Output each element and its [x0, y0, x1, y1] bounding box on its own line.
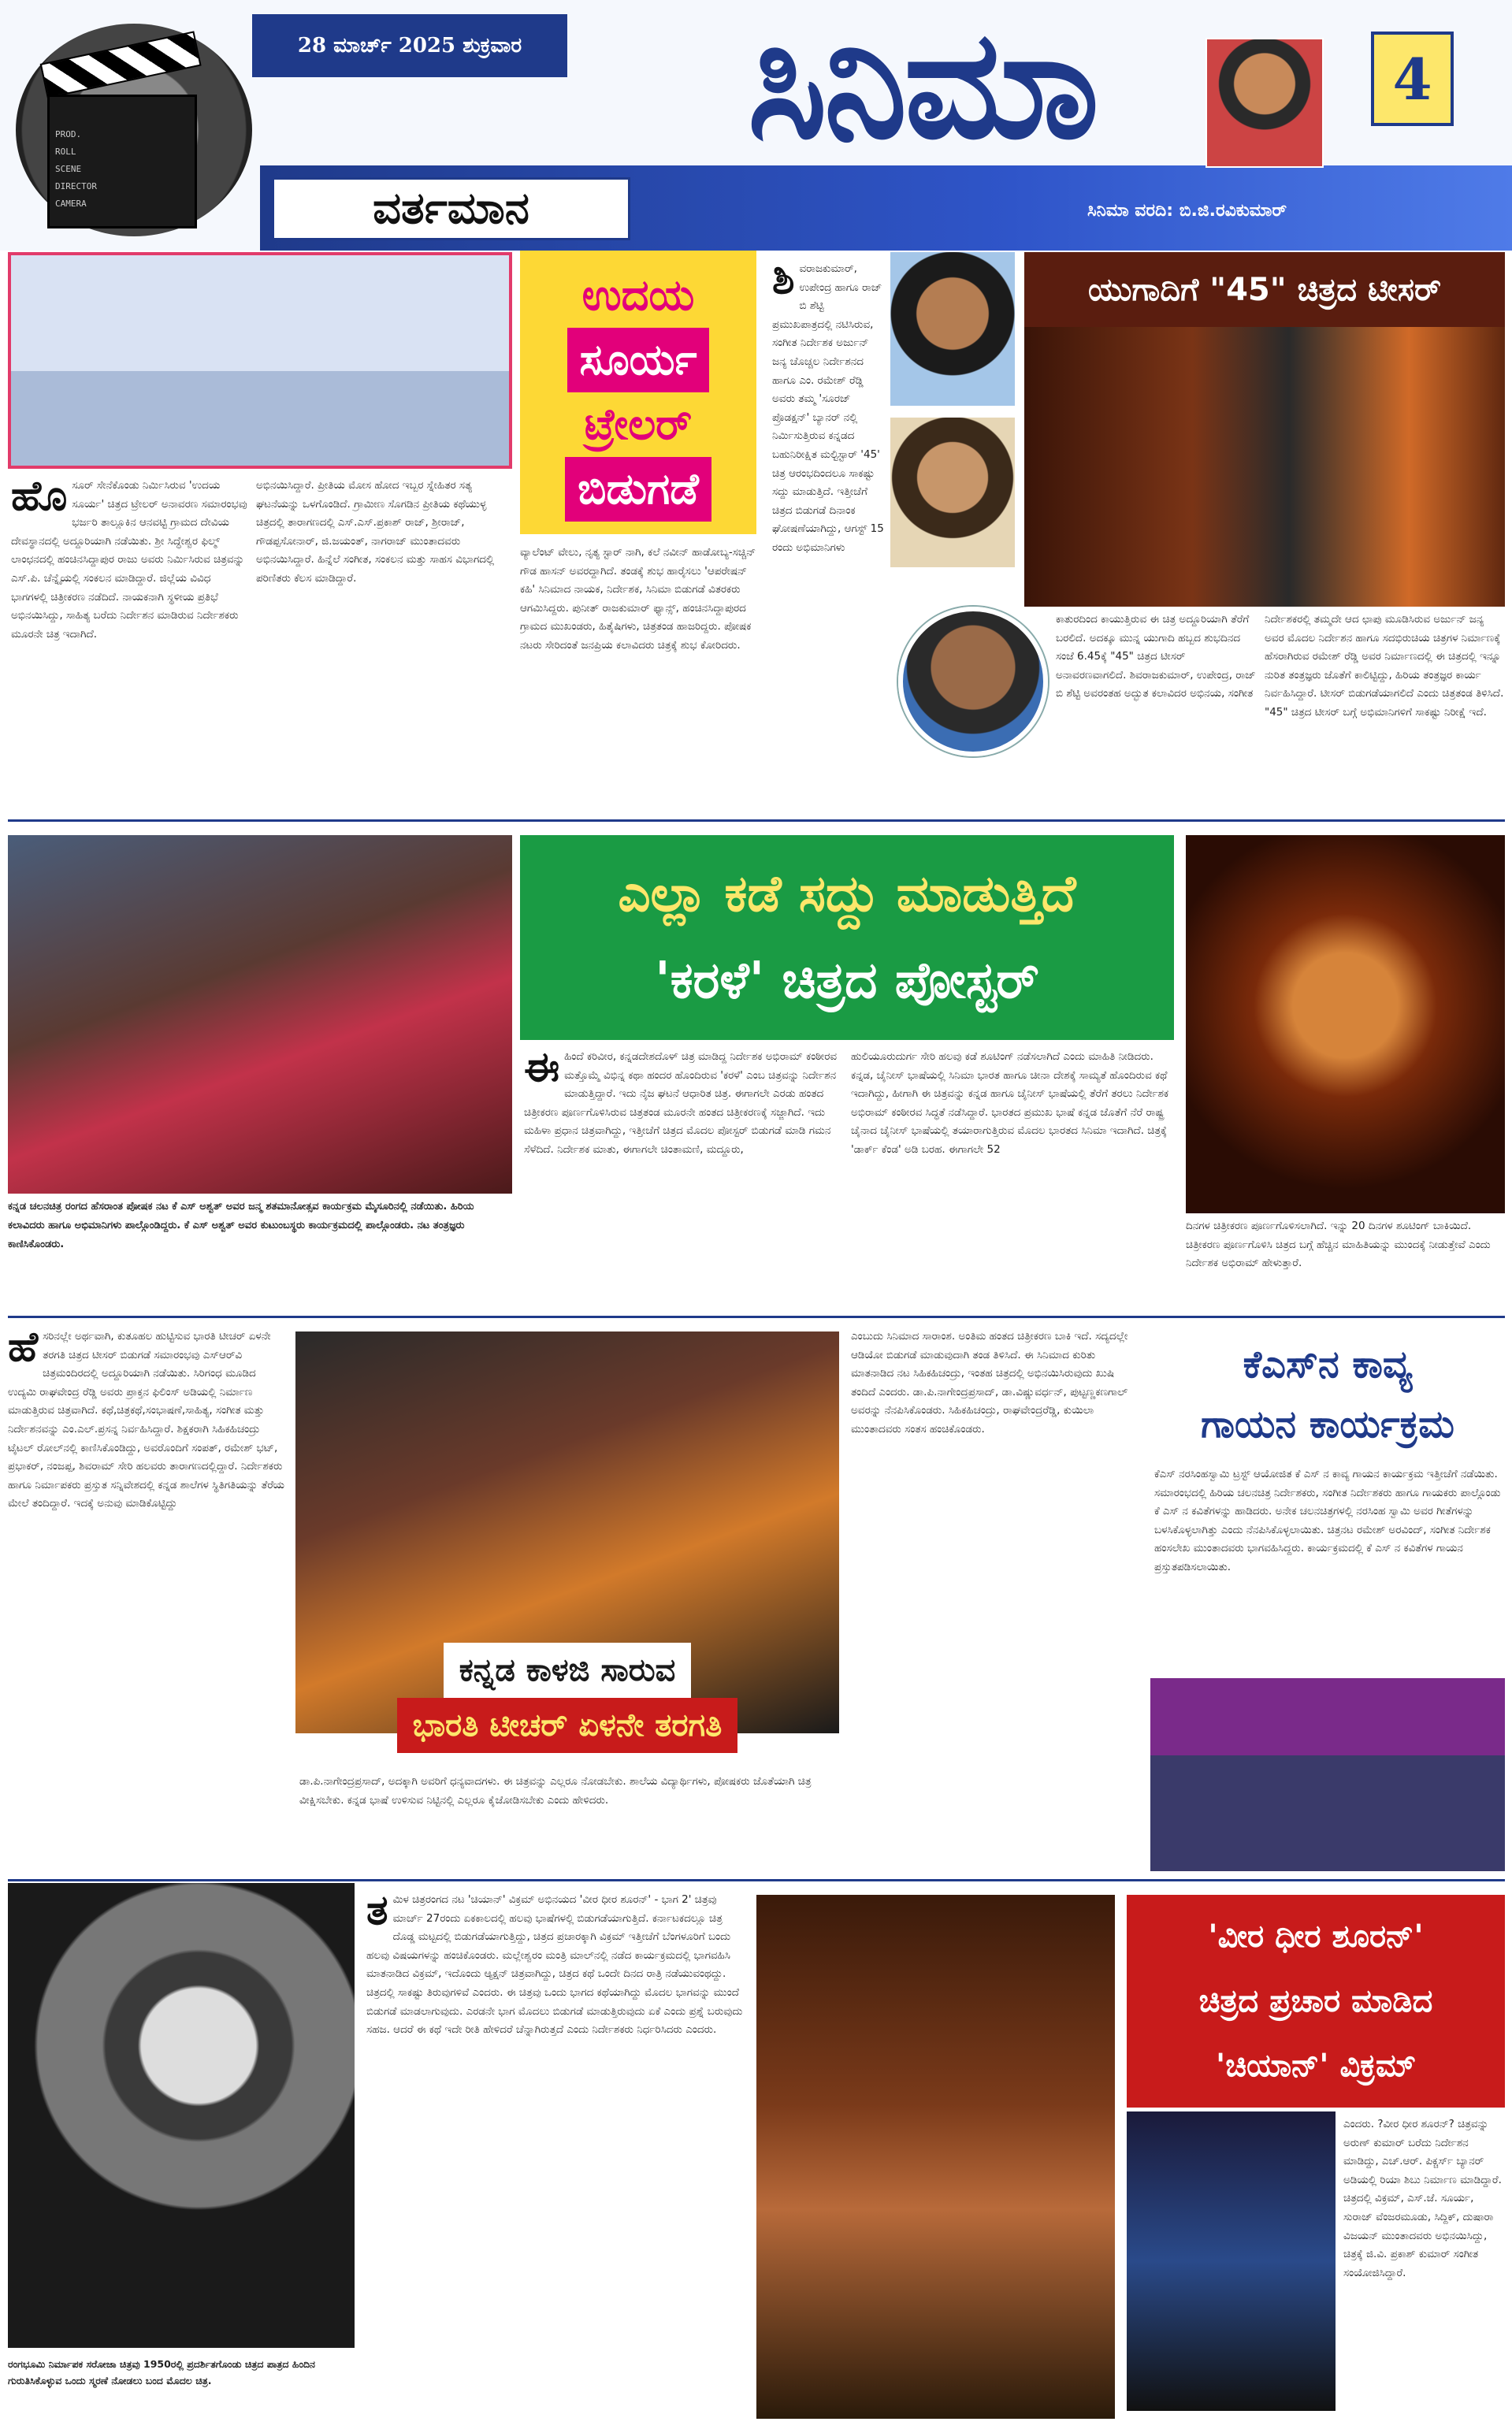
kavya-col1: ಕೆಎಸ್ ನರಸಿಂಹಸ್ವಾಮಿ ಟ್ರಸ್ಟ್ ಆಯೋಜಿತ ಕೆ ಎಸ್ ನ ಕಾವ್ಯ ಗಾಯನ ಕಾರ್ಯಕ್ರಮ ಇತ್ತೀಚೆಗೆ ನಡೆಯಿತು. ಸಮಾರಂಭದಲ್ಲಿ ಹಿರಿಯ ಚಲನಚಿತ್ರ ನಿರ್ದೇಶಕರು, ಸಂಗೀತ ನಿರ್ದೇಶಕರು ಹಾಗೂ ಗಾಯಕರು ಪಾಲ್ಗೊಂಡು ಕೆ ಎಸ್ ನ ಕವಿತೆಗಳನ್ನು ಹಾಡಿದರು. ಅನೇಕ ಚಲನಚಿತ್ರಗಳಲ್ಲಿ ನರಸಿಂಹ ಸ್ವಾಮಿ ಅವರ ಗೀತೆಗಳನ್ನು ಬಳಸಿಕೊಳ್ಳಲಾಗಿತ್ತು ಎಂದು ನೆನಪಿಸಿಕೊಳ್ಳಲಾಯಿತು. ಚಿತ್ರನಟ ರಮೇಶ್ ಅರವಿಂದ್, ಸಂಗೀತ ನಿರ್ದೇಶಕ ಹಂಸಲೇಖ ಮುಂತಾದವರು ಭಾಗವಹಿಸಿದ್ದರು. ಕಾರ್ಯಕ್ರಮದಲ್ಲಿ ಕೆ ಎಸ್ ನ ಕವಿತೆಗಳ ಗಾಯನ ಪ್ರಸ್ತುತಪಡಿಸಲಾಯಿತು. — [1154, 1468, 1501, 1573]
karale-img-caption: ದಿನಗಳ ಚಿತ್ರೀಕರಣ ಪೂರ್ಣಗೊಳಿಸಲಾಗಿದೆ. ಇನ್ನು 20 ದಿನಗಳ ಶೂಟಿಂಗ್ ಬಾಕಿಯಿದೆ. ಚಿತ್ರೀಕರಣ ಪೂರ್ಣಗೊಳಿಸಿ ಚಿತ್ರದ ಬಗ್ಗೆ ಹೆಚ್ಚಿನ ಮಾಹಿತಿಯನ್ನು ಮುಂದಕ್ಕೆ ನೀಡುತ್ತೇವೆ ಎಂದು ನಿರ್ದೇಶಕ ಅಭಿರಾಮ್ ಹೇಳುತ್ತಾರೆ. — [1186, 1220, 1491, 1270]
editor-photo — [1206, 38, 1324, 168]
kavya-event-photo — [1150, 1678, 1505, 1871]
teaser-45-col2: ಕಾತುರದಿಂದ ಕಾಯುತ್ತಿರುವ ಈ ಚಿತ್ರ ಅದ್ದೂರಿಯಾಗಿ ತೆರೆಗೆ ಬರಲಿದೆ. ಅದಕ್ಕೂ ಮುನ್ನ ಯುಗಾದಿ ಹಬ್ಬದ ಶುಭದಿನದ ಸಂಜೆ 6.45ಕ್ಕೆ "45" ಚಿತ್ರದ ಟೀಸರ್ ಅನಾವರಣವಾಗಲಿದೆ. ಶಿವರಾಜಕುಮಾರ್, ಉಪೇಂದ್ರ, ರಾಜ್ ಬಿ ಶೆಟ್ಟಿ ಅವರಂತಹ ಅದ್ಭುತ ಕಲಾವಿದರ ಅಭಿನಯ, ಸಂಗೀತ — [1056, 613, 1256, 700]
section-divider — [8, 1879, 1505, 1881]
bharathi-col3: ಎಂಬುದು ಸಿನಿಮಾದ ಸಾರಾಂಶ. ಅಂತಿಮ ಹಂತದ ಚಿತ್ರೀಕರಣ ಬಾಕಿ ಇದೆ. ಸದ್ಯದಲ್ಲೇ ಆಡಿಯೋ ಬಿಡುಗಡೆ ಮಾಡುವುದಾಗಿ ತಂಡ ತಿಳಿಸಿದೆ. ಈ ಸಿನಿಮಾದ ಕುರಿತು ಮಾತನಾಡಿದ ನಟ ಸಿಹಿಕಹಿಚಂದ್ರು, ಇಂತಹ ಚಿತ್ರದಲ್ಲಿ ಅಭಿನಯಿಸಿರುವುದು ಖುಷಿ ತಂದಿದೆ ಎಂದರು. ಡಾ.ಪಿ.ನಾಗೇಂದ್ರಪ್ರಸಾದ್, ಡಾ.ವಿಷ್ಣುವರ್ಧನ್, ಪುಟ್ಟಣ್ಣಕಣಗಾಲ್ ಅವರನ್ನು ನೆನಪಿಸಿಕೊಂಡರು. ಸಿಹಿಕಹಿಚಂದ್ರು, ರಾಘವೇಂದ್ರರೆಡ್ಡಿ, ಕುಯಿಲಾ ಮುಂತಾದವರು ಸಂತಸ ಹಂಚಿಕೊಂಡರು. — [851, 1330, 1128, 1435]
veera-dheera-sooran-still — [756, 1895, 1115, 2419]
teaser-45-col1: ಶಿವರಾಜಕುಮಾರ್, ಉಪೇಂದ್ರ ಹಾಗೂ ರಾಜ್ ಬಿ ಶೆಟ್ಟಿ ಪ್ರಮುಖಪಾತ್ರದಲ್ಲಿ ನಟಿಸಿರುವ, ಸಂಗೀತ ನಿರ್ದೇಶಕ ಅರ್ಜುನ್ ಜನ್ಯ ಚೊಚ್ಚಲ ನಿರ್ದೇಶನದ ಹಾಗೂ ಎಂ. ರಮೇಶ್ ರೆಡ್ಡಿ ಅವರು ತಮ್ಮ 'ಸೂರಜ್ ಪ್ರೊಡಕ್ಷನ್' ಬ್ಯಾನರ್ ನಲ್ಲಿ ನಿರ್ಮಿಸುತ್ತಿರುವ ಕನ್ನಡದ ಬಹುನಿರೀಕ್ಷಿತ ಮಲ್ಟಿಸ್ಟಾರ್ '45' ಚಿತ್ರ ಆರಂಭದಿಂದಲೂ ಸಾಕಷ್ಟು ಸದ್ದು ಮಾಡುತ್ತಿದೆ. ಇತ್ತೀಚೆಗೆ ಚಿತ್ರದ ಬಿಡುಗಡೆ ದಿನಾಂಕ ಘೋಷಣೆಯಾಗಿದ್ದು, ಆಗಸ್ಟ್ 15 ರಂದು ಅಭಿಮಾನಿಗಳು — [772, 260, 884, 554]
bharathi-col1: ಹೆಸರಿನಲ್ಲೇ ಅರ್ಥವಾಗಿ, ಕುತೂಹಲ ಹುಟ್ಟಿಸುವ ಭಾರತಿ ಟೀಚರ್ ಏಳನೇ ತರಗತಿ ಚಿತ್ರದ ಟೀಸರ್ ಬಿಡುಗಡೆ ಸಮಾರಂಭವು ಎಸ್ಆರ್‌ವಿ ಚಿತ್ರಮಂದಿರದಲ್ಲಿ ಅದ್ದೂರಿಯಾಗಿ ನಡೆಯಿತು. ಸಿರಿಗಂಧ ಮೂಡಿದ ಉದ್ಯಮಿ ರಾಘವೇಂದ್ರ ರೆಡ್ಡಿ ಅವರು ಪ್ರಾಕ್ತನ ಫಿಲಿಂಸ್ ಅಡಿಯಲ್ಲಿ ನಿರ್ಮಾಣ ಮಾಡುತ್ತಿರುವ ಚಿತ್ರವಾಗಿದೆ. ಕಥೆ,ಚಿತ್ರಕಥೆ,ಸಂಭಾಷಣೆ,ಸಾಹಿತ್ಯ, ಸಂಗೀತ ಮತ್ತು ನಿರ್ದೇಶನವನ್ನು ಎಂ.ಎಲ್.ಪ್ರಸನ್ನ ನಿರ್ವಹಿಸಿದ್ದಾರೆ. ಶಿಕ್ಷಕರಾಗಿ ಸಿಹಿಕಹಿಚಂದ್ರು ಟೈಟಲ್ ರೋಲ್‌ನಲ್ಲಿ ಕಾಣಿಸಿಕೊಂಡಿದ್ದು, ಅವರೊಂದಿಗೆ ಸಂಪತ್, ರಮೇಶ್ ಭಟ್, ಪ್ರಭಾಕರ್, ನಂಜಪ್ಪ, ಶಿವರಾಮ್ ಸೇರಿ ಹಲವರು ತಾರಾಗಣದಲ್ಲಿದ್ದಾರೆ. ನಿರ್ದೇಶಕರು ಹಾಗೂ ನಿರ್ಮಾಪಕರು ಪ್ರಸ್ತುತ ಸನ್ನಿವೇಶದಲ್ಲಿ ಕನ್ನಡ ಶಾಲೆಗಳ ಸ್ಥಿತಿಗತಿಯನ್ನು ತೆರೆಯ ಮೇಲೆ ತಂದಿದ್ದಾರೆ. ಇದಕ್ಕೆ ಅನುವು ಮಾಡಿಕೊಟ್ಟಿದ್ದು — [8, 1328, 284, 1510]
section-divider — [8, 1316, 1505, 1318]
issue-date: 28 ಮಾರ್ಚ್ 2025 ಶುಕ್ರವಾರ — [252, 14, 567, 77]
karale-headline: ಎಲ್ಲಾ ಕಡೆ ಸದ್ದು ಮಾಡುತ್ತಿದೆ 'ಕರಳೆ' ಚಿತ್ರದ ಪೋಸ್ಟರ್ — [520, 835, 1174, 1040]
teaser-45-col3: ನಿರ್ದೇಶಕರಲ್ಲಿ ತಮ್ಮದೇ ಆದ ಛಾಪು ಮೂಡಿಸಿರುವ ಅರ್ಜುನ್ ಜನ್ಯ ಅವರ ಮೊದಲ ನಿರ್ದೇಶನ ಹಾಗೂ ಸದಭಿರುಚಿಯ ಚಿತ್ರಗಳ ನಿರ್ಮಾಣಕ್ಕೆ ಹೆಸರಾಗಿರುವ ರಮೇಶ್ ರೆಡ್ಡಿ ಅವರ ನಿರ್ಮಾಣದಲ್ಲಿ ಈ ಚಿತ್ರದಲ್ಲಿ ಇನ್ನೂ ನುರಿತ ತಂತ್ರಜ್ಞರು ಜೊತೆಗೆ ಕಾಲಿಟ್ಟಿದ್ದು, ಹಿರಿಯ ತಂತ್ರಜ್ಞರ ಕಾರ್ಯ ನಿರ್ವಹಿಸಿದ್ದಾರೆ. ಟೀಸರ್ ಬಿಡುಗಡೆಯಾಗಲಿದೆ ಎಂದು ಚಿತ್ರತಂಡ ತಿಳಿಸಿದೆ. "45" ಚಿತ್ರದ ಟೀಸರ್ ಬಗ್ಗೆ ಅಭಿಮಾನಿಗಳಿಗೆ ಸಾಕಷ್ಟು ನಿರೀಕ್ಷೆ ಇದೆ. — [1265, 613, 1504, 719]
teaser-45-poster — [1024, 327, 1505, 607]
bharathi-col2: ಡಾ.ಪಿ.ನಾಗೇಂದ್ರಪ್ರಸಾದ್, ಅದಕ್ಕಾಗಿ ಅವರಿಗೆ ಧನ್ಯವಾದಗಳು. ಈ ಚಿತ್ರವನ್ನು ಎಲ್ಲರೂ ನೋಡಬೇಕು. ಶಾಲೆಯ ವಿದ್ಯಾರ್ಥಿಗಳು, ಪೋಷಕರು ಜೊತೆಯಾಗಿ ಚಿತ್ರ ವೀಕ್ಷಿಸಬೇಕು. ಕನ್ನಡ ಭಾಷೆ ಉಳಿಸುವ ನಿಟ್ಟಿನಲ್ಲಿ ಎಲ್ಲರೂ ಕೈಜೋಡಿಸಬೇಕು ಎಂದು ಹೇಳಿದರು. — [299, 1775, 812, 1807]
ashwath-centenary-photo — [8, 835, 512, 1194]
karale-col1: ಈಹಿಂದೆ ಕರಿವೀರ, ಕನ್ನಡದೇಶದೊಳ್ ಚಿತ್ರ ಮಾಡಿದ್ದ ನಿರ್ದೇಶಕ ಅಭಿರಾಮ್ ಕಂಠೀರವ ಮತ್ತೊಮ್ಮೆ ವಿಭಿನ್ನ ಕಥಾ ಹಂದರ ಹೊಂದಿರುವ 'ಕರಳೆ' ಎಂಬ ಚಿತ್ರವನ್ನು ನಿರ್ದೇಶನ ಮಾಡುತ್ತಿದ್ದಾರೆ. ಇದು ನೈಜ ಘಟನೆ ಆಧಾರಿತ ಚಿತ್ರ. ಈಗಾಗಲೇ ಎರಡು ಹಂತದ ಚಿತ್ರೀಕರಣ ಪೂರ್ಣಗೊಳಿಸಿರುವ ಚಿತ್ರತಂಡ ಮೂರನೇ ಹಂತದ ಚಿತ್ರೀಕರಣಕ್ಕೆ ಸಜ್ಜಾಗಿದೆ. ಇದು ಮಹಿಳಾ ಪ್ರಧಾನ ಚಿತ್ರವಾಗಿದ್ದು, ಇತ್ತೀಚೆಗೆ ಚಿತ್ರದ ಮೊದಲ ಪೋಸ್ಟರ್ ಬಿಡುಗಡೆ ಮಾಡಿ ಗಮನ ಸೆಳೆದಿದೆ. ನಿರ್ದೇಶಕ ಮಾತು, ಈಗಾಗಲೇ ಚಿಂತಾಮಣಿ, ಮದ್ದೂರು, — [524, 1048, 837, 1156]
vikram-col2: ಎಂದರು. ?ವೀರ ಧೀರ ಶೂರನ್? ಚಿತ್ರವನ್ನು ಅರುಣ್ ಕುಮಾರ್ ಬರೆದು ನಿರ್ದೇಶನ ಮಾಡಿದ್ದು, ಎಚ್.ಆರ್. ಪಿಕ್ಚರ್ಸ್ ಬ್ಯಾನರ್ ಅಡಿಯಲ್ಲಿ ರಿಯಾ ಶಿಬು ನಿರ್ಮಾಣ ಮಾಡಿದ್ದಾರೆ. ಚಿತ್ರದಲ್ಲಿ ವಿಕ್ರಮ್, ಎಸ್.ಜೆ. ಸೂರ್ಯ, ಸುರಾಜ್ ವೆಂಜರಮೂಡು, ಸಿದ್ದಿಕ್, ದುಷಾರಾ ವಿಜಯನ್ ಮುಂತಾದವರು ಅಭಿನಯಿಸಿದ್ದು, ಚಿತ್ರಕ್ಕೆ ಜಿ.ವಿ. ಪ್ರಕಾಶ್ ಕುಮಾರ್ ಸಂಗೀತ ಸಂಯೋಜಿಸಿದ್ದಾರೆ. — [1343, 2118, 1502, 2279]
udaya-surya-col3: ವ್ಯಾಲೆಂಟ್ ವೇಲು, ನೃತ್ಯ ಸ್ಟಾರ್ ನಾಗಿ, ಕಲೆ ನವೀನ್ ಹಾಡೋಬ್ಯ-ಸಚ್ಚಿನ್ ಗೌಡ ಹಾಸನ್ ಅವರದ್ದಾಗಿದೆ. ತಂಡಕ್ಕೆ ಶುಭ ಹಾರೈಸಲು 'ಆಪರೇಷನ್ ಕಹಿ' ಸಿನಿಮಾದ ನಾಯಕ, ನಿರ್ದೇಶಕ, ಸಿನಿಮಾ ಬಿಡುಗಡೆ ವಿತರಕರು ಆಗಮಿಸಿದ್ದರು. ಪುನೀತ್ ರಾಜಕುಮಾರ್ ಫ್ಯಾನ್ಸ್, ಹಂಚಿನಸಿದ್ದಾಪುರದ ಗ್ರಾಮದ ಮುಖಂಡರು, ಹಿತೈಷಿಗಳು, ಚಿತ್ರತಂಡ ಹಾಜರಿದ್ದರು. ಪೋಷಕ ನಟರು ಸೇರಿದಂತೆ ಜನಪ್ರಿಯ ಕಲಾವಿದರು ಚಿತ್ರಕ್ಕೆ ಶುಭ ಕೋರಿದರು. — [520, 546, 756, 652]
vikram-stage-photo — [1127, 2111, 1336, 2411]
vintage-actress-photo — [8, 1883, 355, 2348]
ashwath-centenary-caption: ಕನ್ನಡ ಚಲನಚಿತ್ರ ರಂಗದ ಹೆಸರಾಂತ ಪೋಷಕ ನಟ ಕೆ ಎಸ್ ಅಶ್ವತ್ ಅವರ ಜನ್ಮ ಶತಮಾನೋತ್ಸವ ಕಾರ್ಯಕ್ರಮ ಮೈಸೂರಿನಲ್ಲಿ ನಡೆಯಿತು. ಹಿರಿಯ ಕಲಾವಿದರು ಹಾಗೂ ಅಭಿಮಾನಿಗಳು ಪಾಲ್ಗೊಂಡಿದ್ದರು. ಕೆ ಎಸ್ ಅಶ್ವತ್ ಅವರ ಕುಟುಂಬಸ್ಥರು ಕಾರ್ಯಕ್ರಮದಲ್ಲಿ ಪಾಲ್ಗೊಂಡರು. ನಟ ತಂತ್ರಜ್ಞರು ಕಾಣಿಸಿಕೊಂಡರು. — [8, 1201, 474, 1250]
udaya-surya-event-photo — [8, 252, 512, 469]
teaser-45-headline: ಯುಗಾದಿಗೆ "45" ಚಿತ್ರದ ಟೀಸರ್ — [1024, 252, 1505, 327]
vintage-photo-caption: ರಂಗಭೂಮಿ ನಿರ್ಮಾಪಕ ಸರೋಜಾ ಚಿತ್ರವು 1950ರಲ್ಲಿ ಪ್ರದರ್ಶಿತಗೊಂಡು ಚಿತ್ರದ ಪಾತ್ರದ ಹಿಂದಿನ ಗುರುತಿಸಿಕೊಳ್ಳುವ ಒಂದು ಸ್ಮರಣೆ ನೋಡಲು ಬಂದ ಮೊದಲ ಚಿತ್ರ. — [8, 2358, 316, 2386]
karale-poster — [1186, 835, 1505, 1213]
newspaper-brand: ವರ್ತಮಾನ — [272, 177, 630, 240]
section-divider — [8, 819, 1505, 822]
karale-col2: ಹುಲಿಯೂರುದುರ್ಗ ಸೇರಿ ಹಲವು ಕಡೆ ಶೂಟಿಂಗ್ ನಡೆಸಲಾಗಿದೆ ಎಂದು ಮಾಹಿತಿ ನೀಡಿದರು. ಕನ್ನಡ, ಚೈನೀಸ್ ಭಾಷೆಯಲ್ಲಿ ಸಿನಿಮಾ ಭಾರತ ಹಾಗೂ ಚೀನಾ ದೇಶಕ್ಕೆ ಸಾಮ್ಯತೆ ಹೊಂದಿರುವ ಕಥೆ ಇದಾಗಿದ್ದು, ಹೀಗಾಗಿ ಈ ಚಿತ್ರವನ್ನು ಕನ್ನಡ ಹಾಗೂ ಚೈನೀಸ್ ಭಾಷೆಯಲ್ಲಿ ತೆರೆಗೆ ತರಲು ನಿರ್ದೇಶಕ ಅಭಿರಾಮ್ ಕಂಠೀರವ ಸಿದ್ಧತೆ ನಡೆಸಿದ್ದಾರೆ. ಭಾರತದ ಪ್ರಮುಖ ಭಾಷೆ ಕನ್ನಡ ಜೊತೆಗೆ ನೆರೆ ರಾಷ್ಟ್ರ ಚೈನಾದ ಚೈನೀಸ್ ಭಾಷೆಯಲ್ಲಿ ತಯಾರಾಗುತ್ತಿರುವ ಮೊದಲ ಭಾರತದ ಸಿನಿಮಾ ಇದಾಗಿದೆ. ಚಿತ್ರಕ್ಕೆ 'ಡಾರ್ಕ್ ಕೆಂಡ' ಅಡಿ ಬರಹ. ಈಗಾಗಲೇ 52 — [851, 1050, 1169, 1156]
clapperboard-labels: PROD. ROLL SCENE DIRECTOR CAMERA — [55, 129, 97, 209]
vikram-col1: ತಮಿಳ ಚಿತ್ರರಂಗದ ನಟ 'ಚಿಯಾನ್' ವಿಕ್ರಮ್ ಅಭಿನಯದ 'ವೀರ ಧೀರ ಶೂರನ್' - ಭಾಗ 2' ಚಿತ್ರವು ಮಾರ್ಚ್ 27ರಂದು ಏಕಕಾಲದಲ್ಲಿ ಹಲವು ಭಾಷೆಗಳಲ್ಲಿ ಬಿಡುಗಡೆಯಾಗುತ್ತಿದೆ. ಕರ್ನಾಟಕದಲ್ಲೂ ಚಿತ್ರ ದೊಡ್ಡ ಮಟ್ಟದಲ್ಲಿ ಬಿಡುಗಡೆಯಾಗುತ್ತಿದ್ದು, ಚಿತ್ರದ ಪ್ರಚಾರಕ್ಕಾಗಿ ವಿಕ್ರಮ್ ಇತ್ತೀಚೆಗೆ ಬೆಂಗಳೂರಿಗೆ ಬಂದು ಹಲವು ವಿಷಯಗಳನ್ನು ಹಂಚಿಕೊಂಡರು. ಮಲ್ಲೇಶ್ವರಂ ಮಂತ್ರಿ ಮಾಲ್‌ನಲ್ಲಿ ನಡೆದ ಕಾರ್ಯಕ್ರಮದಲ್ಲಿ ಭಾಗವಹಿಸಿ ಮಾತನಾಡಿದ ವಿಕ್ರಮ್, ಇದೊಂದು ಆ್ಯಕ್ಷನ್ ಚಿತ್ರವಾಗಿದ್ದು, ಚಿತ್ರದ ಕಥೆ ಒಂದೇ ದಿನದ ರಾತ್ರಿ ನಡೆಯುವಂಥದ್ದು. ಚಿತ್ರದಲ್ಲಿ ಸಾಕಷ್ಟು ತಿರುವುಗಳಿವೆ ಎಂದರು. ಈ ಚಿತ್ರವು ಒಂದು ಭಾಗದ ಕಥೆಯಾಗಿದ್ದು ಮೊದಲ ಭಾಗವನ್ನು ಮುಂದೆ ಬಿಡುಗಡೆ ಮಾಡಲಾಗುವುದು. ಎರಡನೇ ಭಾಗ ಮೊದಲು ಬಿಡುಗಡೆ ಮಾಡುತ್ತಿರುವುದು ಏಕೆ ಎಂದು ಪ್ರಶ್ನೆ ಬರುವುದು ಸಹಜ. ಆದರೆ ಈ ಕಥೆ ಇದೇ ರೀತಿ ಹೇಳಿದರೆ ಚೆನ್ನಾಗಿರುತ್ತದೆ ಎಂದು ನಿರ್ದೇಶಕರು ನಿರ್ಧರಿಸಿದರು ಎಂದರು. — [366, 1891, 743, 2037]
arjun-janya-photo — [898, 607, 1048, 756]
udaya-surya-headline: ಉದಯ ಸೂರ್ಯ ಟ್ರೇಲರ್ ಬಿಡುಗಡೆ — [520, 251, 756, 534]
udaya-surya-col2: ಅಭಿನಯಿಸಿದ್ದಾರೆ. ಪ್ರೀತಿಯ ಮೋಸ ಹೋದ ಇಬ್ಬರ ಸ್ನೇಹಿತರ ಸತ್ಯ ಘಟನೆಯನ್ನು ಒಳಗೊಂಡಿದೆ. ಗ್ರಾಮೀಣ ಸೊಗಡಿನ ಪ್ರೀತಿಯ ಕಥೆಯುಳ್ಳ ಚಿತ್ರದಲ್ಲಿ ತಾರಾಗಣದಲ್ಲಿ ಎಸ್.ಎಸ್.ಪ್ರಕಾಶ್ ರಾಜ್, ಶ್ರೀರಾಜ್, ಗೌಡಪ್ಪಸೋನಾರ್, ಜಿ.ಜಯಂತ್, ನಾಗರಾಜ್ ಮುಂತಾದವರು ಅಭಿನಯಿಸಿದ್ದಾರೆ. ಹಿನ್ನೆಲೆ ಸಂಗೀತ, ಸಂಕಲನ ಮತ್ತು ಸಾಹಸ ವಿಭಾಗದಲ್ಲಿ ಪರಿಣಿತರು ಕೆಲಸ ಮಾಡಿದ್ದಾರೆ. — [256, 479, 495, 585]
bharathi-headline: ಕನ್ನಡ ಕಾಳಜಿ ಸಾರುವ ಭಾರತಿ ಟೀಚರ್ ಏಳನೇ ತರಗತಿ — [295, 1627, 839, 1769]
vikram-headline: 'ವೀರ ಧೀರ ಶೂರನ್' ಚಿತ್ರದ ಪ್ರಚಾರ ಮಾಡಿದ 'ಚಿಯಾನ್' ವಿಕ್ರಮ್ — [1127, 1895, 1505, 2108]
upendra-photo — [890, 418, 1015, 567]
udaya-surya-col1: ಹೊಸೂರ್ ಸೇನೆಕೊಂಡು ನಿರ್ಮಿಸಿರುವ 'ಉದಯ ಸೂರ್ಯ' ಚಿತ್ರದ ಟ್ರೇಲರ್ ಅನಾವರಣ ಸಮಾರಂಭವು ಭರ್ಜರಿ ತಾಲ್ಲೂಕಿನ ಆನವಟ್ಟಿ ಗ್ರಾಮದ ದೇವಿಯ ದೇವಸ್ಥಾನದಲ್ಲಿ ಅದ್ದೂರಿಯಾಗಿ ನಡೆಯಿತು. ಶ್ರೀ ಸಿದ್ಧೇಶ್ವರ ಫಿಲ್ಮ್ ಲಾಂಛನದಲ್ಲಿ ಹಂಚಿನಸಿದ್ದಾಪುರ ರಾಜು ಅವರು ನಿರ್ಮಿಸಿರುವ ಚಿತ್ರವನ್ನು ಎಸ್.ಪಿ. ಚೆನ್ನೈಯಲ್ಲಿ ಸಂಕಲನ ಮಾಡಿದ್ದಾರೆ. ಜಿಲ್ಲೆಯ ವಿವಿಧ ಭಾಗಗಳಲ್ಲಿ ಚಿತ್ರೀಕರಣ ನಡೆದಿದೆ. ನಾಯಕನಾಗಿ ಸ್ಥಳೀಯ ಪ್ರತಿಭೆ ಅಭಿನಯಿಸಿದ್ದು, ಸಾಹಿತ್ಯ ಬರೆದು ನಿರ್ದೇಶನ ಮಾಡಿರುವ ನಿರ್ದೇಶಕರು ಮೂರನೇ ಚಿತ್ರ ಇದಾಗಿದೆ. — [11, 477, 247, 641]
page-number: 4 — [1371, 32, 1454, 126]
shivarajkumar-photo — [890, 252, 1015, 406]
masthead — [0, 0, 1512, 251]
kavya-headline: ಕೆಎಸ್‌ನ ಕಾವ್ಯ ಗಾಯನ ಕಾರ್ಯಕ್ರಮ — [1201, 1343, 1454, 1447]
section-title: ಸಿನಿಮಾ — [747, 0, 1097, 172]
editor-credit: ಸಿನಿಮಾ ವರದಿ: ಬಿ.ಜಿ.ರವಿಕುಮಾರ್ — [1087, 201, 1287, 221]
